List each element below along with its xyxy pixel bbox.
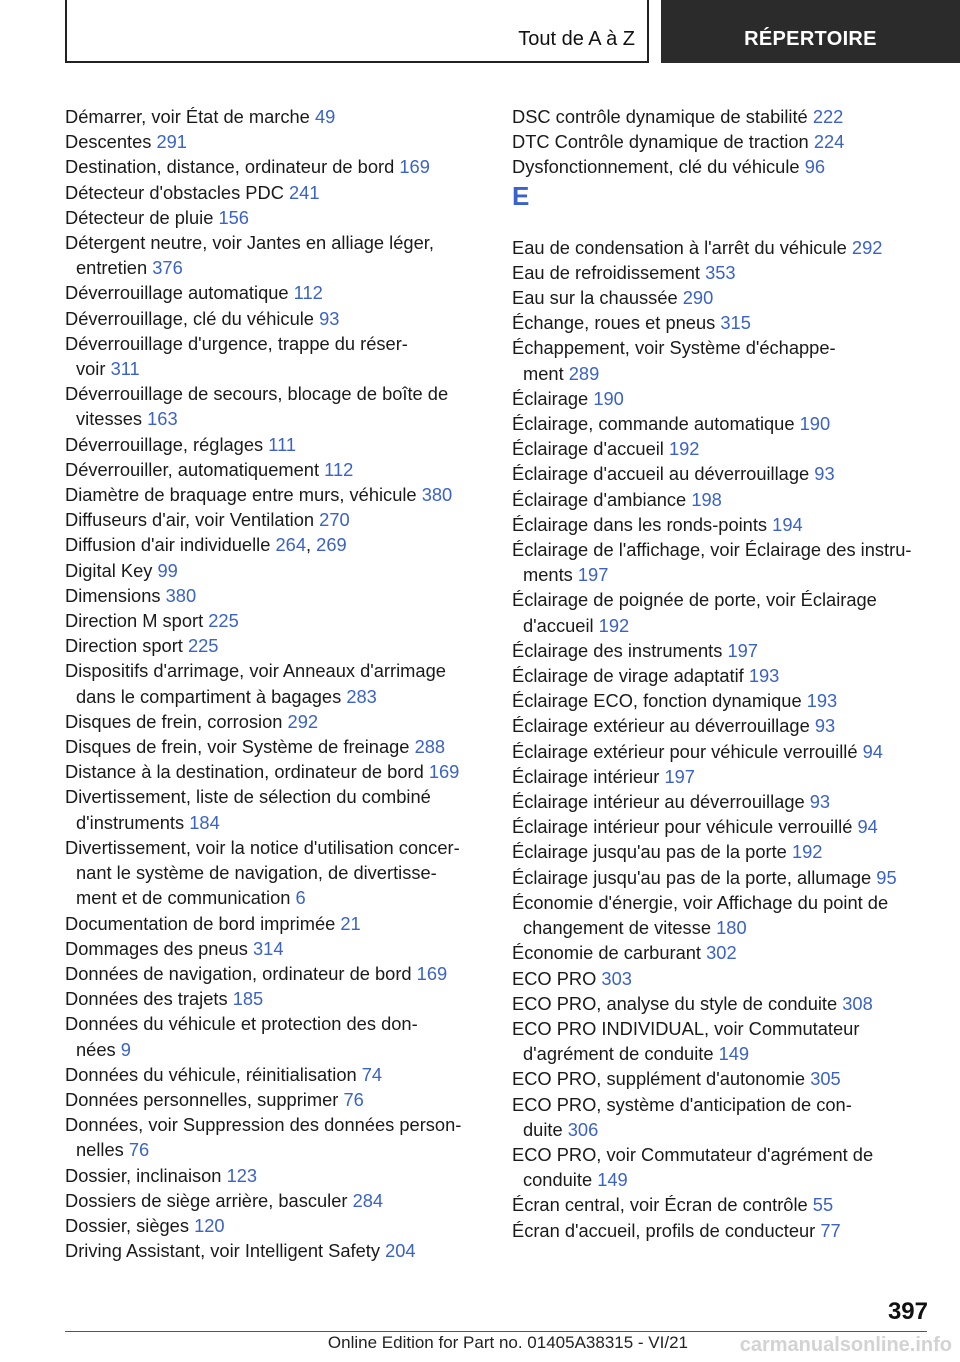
index-entry xyxy=(512,1016,932,1066)
entry-text: Éclairage d'accueil au déverrouillage xyxy=(512,463,810,485)
page-link[interactable]: 180 xyxy=(716,917,747,939)
page-link[interactable]: 93 xyxy=(809,791,831,813)
entry-text: Dossier, inclinaison xyxy=(65,1164,222,1186)
page-link[interactable]: 192 xyxy=(598,614,630,636)
index-entry xyxy=(512,411,932,436)
page-link[interactable]: 21 xyxy=(340,912,361,934)
index-entry xyxy=(512,1218,932,1243)
page-link[interactable]: 306 xyxy=(567,1118,599,1140)
tab-repertoire[interactable] xyxy=(661,0,960,63)
entry-text: Éclairage dans les ronds-points xyxy=(512,513,768,535)
entry-text: Échange, roues et pneus xyxy=(512,312,716,334)
entry-text: d'accueil xyxy=(523,614,594,636)
index-entry xyxy=(65,633,485,658)
entry-text: ment xyxy=(523,362,564,384)
page-link[interactable]: 190 xyxy=(799,413,831,435)
page-link[interactable]: 95 xyxy=(876,866,897,888)
entry-text: Distance à la destination, ordinateur de bord xyxy=(65,761,424,783)
page-link[interactable]: 290 xyxy=(682,287,714,309)
index-entry xyxy=(65,911,485,936)
page-link[interactable]: 204 xyxy=(385,1240,416,1262)
index-entry xyxy=(512,688,932,713)
entry-text: dans le compartiment à bagages xyxy=(76,685,342,707)
page-link[interactable]: 197 xyxy=(727,639,758,661)
footer-divider xyxy=(65,1331,927,1332)
entry-text: Dossiers de siège arrière, basculer xyxy=(65,1189,348,1211)
page-link[interactable]: 291 xyxy=(156,131,187,153)
entry-text: ECO PRO xyxy=(512,967,597,989)
page-link[interactable]: 111 xyxy=(268,433,297,455)
page-link[interactable]: 284 xyxy=(352,1189,384,1211)
page-link[interactable]: 353 xyxy=(705,261,736,283)
entry-text: Éclairage ECO, fonction dynamique xyxy=(512,690,802,712)
index-entry xyxy=(512,814,932,839)
page-link[interactable]: 198 xyxy=(691,488,722,510)
index-entry xyxy=(512,991,932,1016)
index-entry xyxy=(512,739,932,764)
entry-text: Éclairage jusqu'au pas de la porte xyxy=(512,841,787,863)
index-entry xyxy=(65,734,485,759)
entry-text: Échappement, voir Système d'échappe- xyxy=(512,337,836,359)
page-link[interactable]: 74 xyxy=(361,1063,383,1085)
page-link[interactable]: 192 xyxy=(668,438,700,460)
entry-text: Destination, distance, ordinateur de bord xyxy=(65,156,395,178)
page-link[interactable]: 93 xyxy=(814,715,836,737)
entry-text: Écran d'accueil, profils de conducteur xyxy=(512,1219,816,1241)
entry-text: Données personnelles, supprimer xyxy=(65,1088,339,1110)
entry-text: Éclairage d'ambiance xyxy=(512,488,687,510)
page-link[interactable]: 193 xyxy=(806,690,838,712)
entry-text: Éclairage des instruments xyxy=(512,639,723,661)
entry-text: Digital Key xyxy=(65,559,153,581)
index-entry xyxy=(512,512,932,537)
entry-text: Eau sur la chaussée xyxy=(512,287,678,309)
page-link[interactable]: 380 xyxy=(165,584,197,606)
entry-text: Déverrouiller, automatiquement xyxy=(65,458,320,480)
entry-text: d'agrément de conduite xyxy=(523,1043,714,1065)
index-entry xyxy=(65,205,485,230)
entry-text: ment et de communication xyxy=(76,887,291,909)
entry-text: Disques de frein, voir Système de freinage xyxy=(65,736,410,758)
entry-text: Éclairage extérieur pour véhicule verrouillé xyxy=(512,740,858,762)
index-entry xyxy=(512,154,932,179)
page-link[interactable]: 77 xyxy=(820,1219,841,1241)
page-link[interactable]: 156 xyxy=(218,206,249,228)
entry-text: nées xyxy=(76,1038,116,1060)
index-entry xyxy=(512,865,932,890)
index-entry xyxy=(512,1192,932,1217)
index-entry xyxy=(65,230,485,280)
entry-text: Économie de carburant xyxy=(512,942,702,964)
section-title: Tout de A à Z xyxy=(518,28,635,50)
index-entry xyxy=(512,335,932,385)
index-entry xyxy=(65,104,485,129)
page-link[interactable]: 241 xyxy=(289,181,320,203)
entry-text: Éclairage intérieur pour véhicule verrouillé xyxy=(512,816,853,838)
entry-text: Direction sport xyxy=(65,635,183,657)
page-number: 397 xyxy=(887,1298,928,1325)
index-entry xyxy=(512,663,932,688)
entry-text: conduite xyxy=(523,1169,593,1191)
index-entry xyxy=(512,235,932,260)
page-link[interactable]: 76 xyxy=(343,1088,364,1110)
entry-text: Données du véhicule et protection des don- xyxy=(65,1013,418,1035)
page-link[interactable]: 311 xyxy=(110,358,140,380)
page-link[interactable]: 169 xyxy=(399,156,430,178)
index-entry xyxy=(512,461,932,486)
section-letter: E xyxy=(512,180,530,211)
index-column-right xyxy=(512,104,932,1243)
entry-text: DTC Contrôle dynamique de traction xyxy=(512,131,809,153)
entry-text: Déverrouillage automatique xyxy=(65,282,289,304)
page-link[interactable]: 76 xyxy=(128,1139,150,1161)
index-entry xyxy=(512,487,932,512)
entry-text: nant le système de navigation, de divertisse- xyxy=(76,862,437,884)
index-entry xyxy=(65,1112,485,1162)
page-link[interactable]: 376 xyxy=(152,257,183,279)
entry-text: Disques de frein, corrosion xyxy=(65,710,283,732)
entry-text: vitesses xyxy=(76,408,143,430)
tab-label: RÉPERTOIRE xyxy=(744,28,877,50)
watermark-logo: carmanualsonline.info xyxy=(739,1334,952,1356)
entry-text: Économie d'énergie, voir Affichage du point de xyxy=(512,891,889,913)
entry-text: Dimensions xyxy=(65,584,161,606)
index-entry xyxy=(512,966,932,991)
index-entry xyxy=(65,1087,485,1112)
edition-text: Online Edition for Part no. 01405A38315 - VI/21 xyxy=(327,1333,688,1352)
index-entry xyxy=(65,709,485,734)
entry-text: Dysfonctionnement, clé du véhicule xyxy=(512,156,800,178)
entry-text: Éclairage intérieur au déverrouillage xyxy=(512,791,805,813)
index-column-left xyxy=(65,104,485,1263)
index-entry xyxy=(65,457,485,482)
entry-text: Détecteur d'obstacles PDC xyxy=(65,181,284,203)
entry-text: voir xyxy=(76,358,106,380)
page-link[interactable]: 288 xyxy=(414,736,446,758)
index-entry xyxy=(65,1011,485,1061)
page-link[interactable]: 94 xyxy=(857,816,878,838)
entry-text: ECO PRO, analyse du style de conduite xyxy=(512,992,838,1014)
page-link[interactable]: 99 xyxy=(157,559,178,581)
entry-text: ECO PRO, voir Commutateur d'agrément de xyxy=(512,1143,874,1165)
page-link[interactable]: 123 xyxy=(226,1164,258,1186)
index-entry xyxy=(65,432,485,457)
entry-text: DSC contrôle dynamique de stabilité xyxy=(512,106,808,127)
entry-text: Déverrouillage de secours, blocage de boîte de xyxy=(65,383,449,405)
entry-text: Déverrouillage, clé du véhicule xyxy=(65,307,314,329)
index-entry xyxy=(512,890,932,940)
page-link[interactable]: 96 xyxy=(804,156,826,178)
index-entry xyxy=(512,1066,932,1091)
page-link[interactable]: 224 xyxy=(813,131,845,153)
page-link[interactable]: 225 xyxy=(208,610,239,632)
page-link[interactable]: 185 xyxy=(232,988,264,1010)
entry-text: Divertissement, voir la notice d'utilisation concer- xyxy=(65,836,460,858)
page-link[interactable]: 6 xyxy=(295,887,306,909)
entry-text: Éclairage de poignée de porte, voir Éclairage xyxy=(512,589,877,611)
index-entry xyxy=(65,986,485,1011)
entry-text: ECO PRO INDIVIDUAL, voir Commutateur xyxy=(512,1017,860,1039)
entry-text: Documentation de bord imprimée xyxy=(65,912,336,934)
index-entry xyxy=(65,154,485,179)
entry-text: Direction M sport xyxy=(65,610,204,632)
index-entry xyxy=(512,129,932,154)
index-entry xyxy=(65,507,485,532)
page-link[interactable]: 192 xyxy=(791,841,823,863)
page-link[interactable]: 120 xyxy=(194,1214,225,1236)
index-entry xyxy=(65,1188,485,1213)
entry-text: Dommages des pneus xyxy=(65,937,248,959)
entry-text: Données de navigation, ordinateur de bord xyxy=(65,962,412,984)
index-entry xyxy=(512,839,932,864)
entry-text: Diamètre de braquage entre murs, véhicule xyxy=(65,484,417,506)
entry-text: Éclairage d'accueil xyxy=(512,438,664,460)
page-link[interactable]: 380 xyxy=(421,484,453,506)
page-link[interactable]: 194 xyxy=(772,513,803,535)
entry-text: Éclairage xyxy=(512,387,589,409)
page-link[interactable]: 289 xyxy=(568,362,600,384)
page-link[interactable]: 112 xyxy=(293,282,323,304)
index-entry xyxy=(512,1092,932,1142)
entry-text: ments xyxy=(523,564,573,586)
index-entry xyxy=(512,285,932,310)
page-link[interactable]: 9 xyxy=(120,1038,131,1060)
index-entry xyxy=(512,104,932,129)
index-entry xyxy=(65,759,485,784)
page-link[interactable]: 190 xyxy=(593,387,624,409)
index-entry xyxy=(512,1142,932,1192)
entry-text: Eau de condensation à l'arrêt du véhicule xyxy=(512,236,847,258)
entry-text: nelles xyxy=(76,1139,124,1161)
page-link[interactable]: 184 xyxy=(189,811,220,833)
page-link[interactable]: 197 xyxy=(664,765,695,787)
page-link[interactable]: 49 xyxy=(314,106,336,127)
index-entry xyxy=(512,713,932,738)
index-entry xyxy=(512,587,932,637)
page-link[interactable]: 197 xyxy=(577,564,609,586)
page-link[interactable]: 264 xyxy=(275,534,306,556)
entry-text: Eau de refroidissement xyxy=(512,261,700,283)
entry-text: Démarrer, voir État de marche xyxy=(65,106,310,127)
page-link[interactable]: 222 xyxy=(812,106,844,127)
entry-text: Éclairage de virage adaptatif xyxy=(512,665,744,687)
entry-text: Dispositifs d'arrimage, voir Anneaux d'arrimage xyxy=(65,660,446,682)
entry-text: Diffusion d'air individuelle xyxy=(65,534,271,556)
entry-text: Données, voir Suppression des données person- xyxy=(65,1114,462,1136)
page-link[interactable]: 169 xyxy=(428,761,460,783)
index-entry xyxy=(65,835,485,911)
entry-text: d'instruments xyxy=(76,811,185,833)
page-link[interactable]: 55 xyxy=(812,1194,834,1216)
entry-text: ECO PRO, système d'anticipation de con- xyxy=(512,1093,852,1115)
index-entry xyxy=(65,1062,485,1087)
entry-text: entretien xyxy=(76,257,148,279)
entry-text: Éclairage, commande automatique xyxy=(512,413,795,435)
entry-text: Données du véhicule, réinitialisation xyxy=(65,1063,357,1085)
index-entry xyxy=(512,260,932,285)
page-link[interactable]: 225 xyxy=(187,635,219,657)
page-link[interactable]: 149 xyxy=(718,1043,750,1065)
page-link[interactable]: 283 xyxy=(346,685,377,707)
index-entry xyxy=(65,180,485,205)
entry-text: Détergent neutre, voir Jantes en alliage léger, xyxy=(65,232,434,254)
entry-text: Détecteur de pluie xyxy=(65,206,214,228)
entry-text: Éclairage de l'affichage, voir Éclairage des instru- xyxy=(512,539,912,561)
index-entry xyxy=(65,1238,485,1263)
entry-text: Données des trajets xyxy=(65,988,228,1010)
page-link[interactable]: 305 xyxy=(810,1068,841,1090)
entry-text: Divertissement, liste de sélection du combiné xyxy=(65,786,431,808)
page-link[interactable]: 93 xyxy=(319,307,340,329)
page-link[interactable]: 163 xyxy=(147,408,178,430)
index-entry xyxy=(512,940,932,965)
entry-text: Déverrouillage, réglages xyxy=(65,433,264,455)
index-entry xyxy=(65,280,485,305)
entry-text: Écran central, voir Écran de contrôle xyxy=(512,1194,808,1216)
page-link[interactable]: 93 xyxy=(814,463,835,485)
index-entry xyxy=(512,638,932,663)
index-entry xyxy=(65,936,485,961)
entry-text: Driving Assistant, voir Intelligent Safety xyxy=(65,1240,380,1262)
index-entry xyxy=(512,764,932,789)
page-link[interactable]: 270 xyxy=(319,509,350,531)
index-entry xyxy=(65,381,485,431)
entry-text: changement de vitesse xyxy=(523,917,712,939)
entry-text: Éclairage extérieur au déverrouillage xyxy=(512,715,810,737)
entry-text: Descentes xyxy=(65,131,152,153)
page-link[interactable]: 308 xyxy=(842,992,873,1014)
page-link[interactable]: 112 xyxy=(324,458,354,480)
index-entry xyxy=(65,961,485,986)
header-section-box xyxy=(65,0,649,63)
page-link[interactable]: 314 xyxy=(253,937,284,959)
index-entry xyxy=(512,386,932,411)
index-entry xyxy=(65,1163,485,1188)
entry-text: Dossier, sièges xyxy=(65,1214,189,1236)
index-entry: Diffusion d'air individuelle 264, 269 xyxy=(65,534,347,556)
index-entry xyxy=(65,583,485,608)
index-entry xyxy=(65,331,485,381)
index-entry xyxy=(65,482,485,507)
page-link[interactable]: 292 xyxy=(287,710,319,732)
entry-text: Déverrouillage d'urgence, trappe du réser- xyxy=(65,332,408,354)
page-link[interactable]: 94 xyxy=(862,740,883,762)
index-entry xyxy=(65,784,485,834)
page-link[interactable]: 269 xyxy=(316,534,347,556)
index-entry xyxy=(65,129,485,154)
index-entry xyxy=(512,436,932,461)
index-entry xyxy=(512,789,932,814)
entry-text: duite xyxy=(523,1118,563,1140)
index-entry xyxy=(65,1213,485,1238)
index-entry xyxy=(512,537,932,587)
entry-text: ECO PRO, supplément d'autonomie xyxy=(512,1068,806,1090)
entry-text: Diffuseurs d'air, voir Ventilation xyxy=(65,509,315,531)
index-entry xyxy=(65,658,485,708)
page-link[interactable]: 315 xyxy=(720,312,751,334)
entry-text: Éclairage intérieur xyxy=(512,765,660,787)
page-link[interactable]: 193 xyxy=(748,665,780,687)
index-entry xyxy=(65,608,485,633)
page-link[interactable]: 169 xyxy=(416,962,448,984)
index-entry xyxy=(65,558,485,583)
index-entry xyxy=(512,310,932,335)
index-entry xyxy=(65,306,485,331)
page-link[interactable]: 302 xyxy=(706,942,737,964)
page-link[interactable]: 303 xyxy=(601,967,632,989)
page-link[interactable]: 292 xyxy=(851,236,883,258)
entry-text: Éclairage jusqu'au pas de la porte, allumage xyxy=(512,866,872,888)
page-link[interactable]: 149 xyxy=(597,1169,628,1191)
